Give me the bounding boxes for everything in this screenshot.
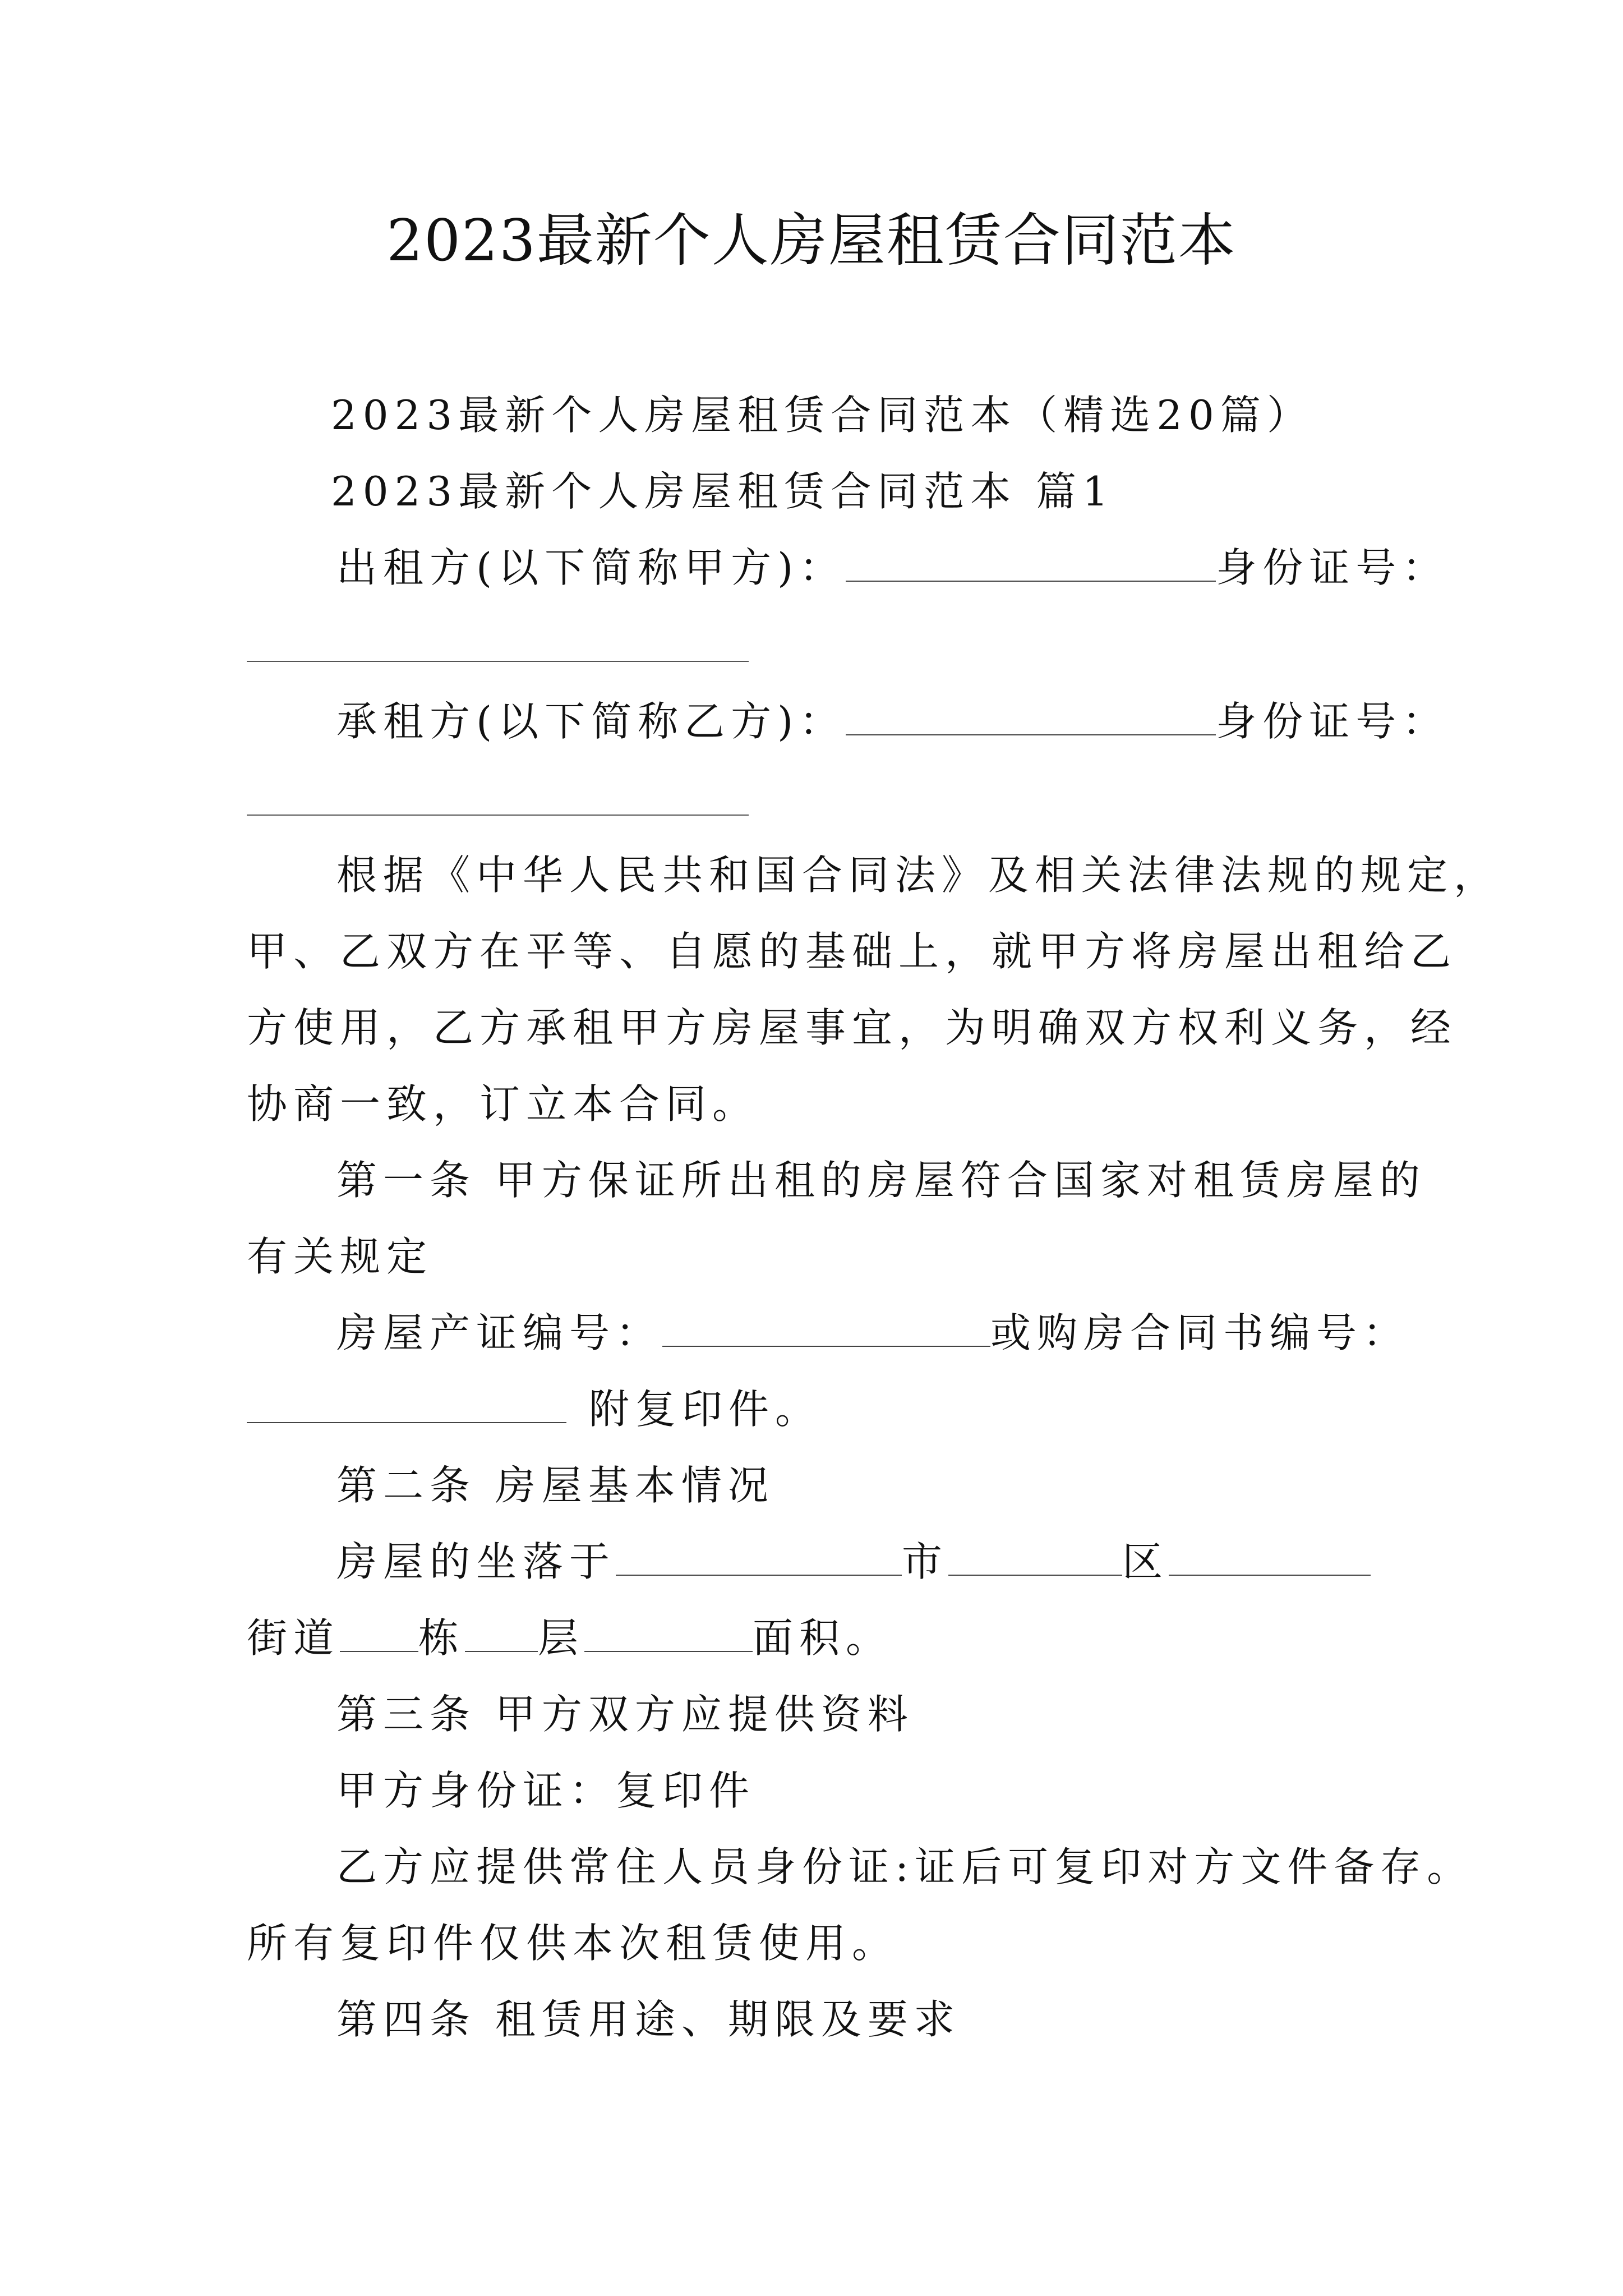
section-heading: 2023最新个人房屋租赁合同范本 篇1 <box>331 468 1114 515</box>
street-blank[interactable] <box>340 1616 418 1652</box>
lessor-name-blank[interactable] <box>846 546 1216 582</box>
lessee-name-blank[interactable] <box>846 700 1216 735</box>
location-label: 房屋的坐落于 <box>336 1538 616 1585</box>
location-row <box>336 1534 1371 1590</box>
lessee-label: 承租方(以下简称乙方)： <box>336 698 846 745</box>
street-label: 街道 <box>247 1614 340 1662</box>
building-label: 栋 <box>418 1614 465 1662</box>
article-1-continuation: 有关规定 <box>247 1233 434 1280</box>
lessor-id-blank[interactable] <box>247 661 749 662</box>
location-blank[interactable] <box>616 1540 902 1576</box>
certificate-row <box>336 1305 1409 1361</box>
article-4-heading: 第四条 租赁用途、期限及要求 <box>336 1996 961 2043</box>
lessor-label: 出租方(以下简称甲方)： <box>336 544 846 591</box>
district-label: 区 <box>1122 1538 1169 1585</box>
article-3-heading: 第三条 甲方双方应提供资料 <box>336 1691 914 1738</box>
document-title: 2023最新个人房屋租赁合同范本 <box>386 208 1237 274</box>
article-2-heading: 第二条 房屋基本情况 <box>336 1462 774 1509</box>
contract-no-label: 或购房合同书编号： <box>990 1309 1410 1356</box>
copy-label: 附复印件。 <box>589 1386 822 1433</box>
address-row <box>247 1610 892 1666</box>
city-label: 市 <box>902 1538 949 1585</box>
lessee-id-blank[interactable] <box>247 815 749 816</box>
intro-line: 方使用，乙方承租甲方房屋事宜，为明确双方权利义务，经 <box>247 1004 1458 1051</box>
intro-line: 协商一致，订立本合同。 <box>247 1080 759 1128</box>
intro-line: 根据《中华人民共和国合同法》及相关法律法规的规定， <box>336 852 1501 899</box>
cert-number-blank[interactable] <box>662 1311 990 1347</box>
building-blank[interactable] <box>465 1616 538 1652</box>
intro-line: 甲、乙双方在平等、自愿的基础上，就甲方将房屋出租给乙 <box>247 928 1458 975</box>
floor-blank[interactable] <box>584 1616 753 1652</box>
lessee-id-label: 身份证号： <box>1216 698 1449 745</box>
lessor-row <box>336 540 1449 596</box>
floor-label: 层 <box>538 1614 585 1662</box>
party-b-docs-continuation: 所有复印件仅供本次租赁使用。 <box>247 1920 899 1967</box>
area-label: 面积。 <box>753 1614 893 1662</box>
district-blank[interactable] <box>1169 1540 1371 1576</box>
party-a-docs: 甲方身份证：复印件 <box>336 1767 756 1814</box>
contract-copy-row <box>247 1381 822 1437</box>
cert-label: 房屋产证编号： <box>336 1309 663 1356</box>
city-blank[interactable] <box>948 1540 1122 1576</box>
subtitle: 2023最新个人房屋租赁合同范本（精选20篇） <box>331 392 1313 439</box>
contract-number-blank[interactable] <box>247 1387 566 1423</box>
party-b-docs: 乙方应提供常住人员身份证:证后可复印对方文件备存。 <box>336 1843 1474 1890</box>
article-1-heading: 第一条 甲方保证所出租的房屋符合国家对租赁房屋的 <box>336 1157 1426 1204</box>
lessor-id-label: 身份证号： <box>1216 544 1449 591</box>
lessee-row <box>336 693 1449 749</box>
